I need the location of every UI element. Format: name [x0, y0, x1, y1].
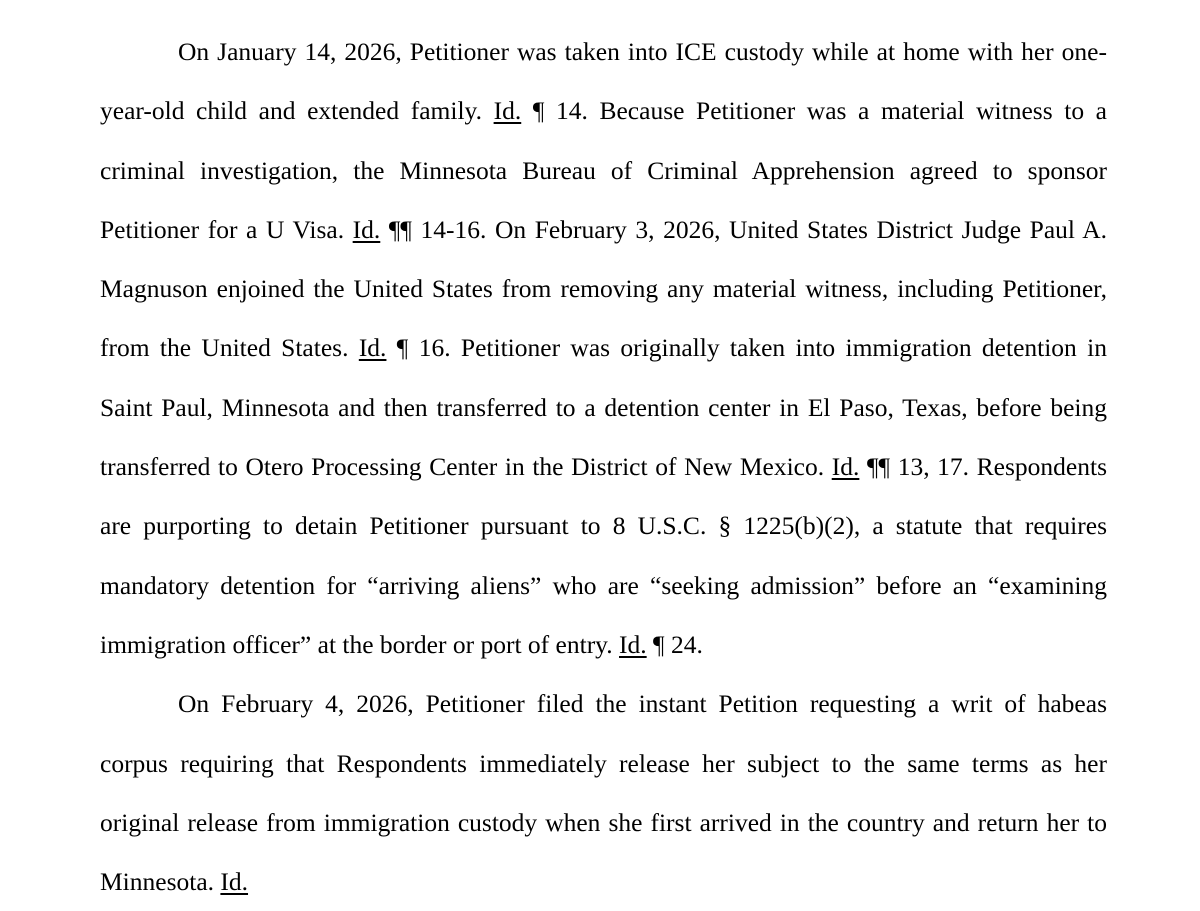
text-segment: ¶¶ 13, 17. Respondents are purporting to detain Petitioner pursuant to 8 U.S.C. § 1225(b)(2), a statute that requires mandatory detention for “arriving aliens” who are “seeking admission” before an “examining immigration officer” at the border or port of entry.: [100, 452, 1108, 659]
paragraph-2: [100, 674, 1107, 911]
id-citation: Id.: [619, 629, 647, 659]
id-citation: Id.: [220, 867, 249, 897]
id-citation: Id.: [493, 96, 522, 126]
text-segment: On January 14, 2026, Petitioner was taken into ICE custody while at home with her one-year-old child and extended family.: [100, 37, 1107, 126]
id-citation: Id.: [831, 452, 860, 482]
text-segment: On February 4, 2026, Petitioner filed the instant Petition requesting a writ of habeas corpus requiring that Respondents immediately release her subject to the same terms as her original release from immigration custody when she first arrived in the country and return her to Minnesota.: [100, 689, 1107, 897]
document-body: [100, 22, 1107, 911]
paragraph-1: [100, 22, 1107, 674]
id-citation: Id.: [352, 214, 381, 244]
text-segment: ¶¶ 14-16. On February 3, 2026, United States District Judge Paul A. Magnuson enjoined the United States from removing any material witness, including Petitioner, from the United States.: [100, 214, 1107, 363]
text-segment: ¶ 16. Petitioner was originally taken into immigration detention in Saint Paul, Minnesota and then transferred to a detention center in El Paso, Texas, before being transferred to Otero Processing Center in the District of New Mexico.: [100, 333, 1107, 482]
id-citation: Id.: [358, 333, 387, 363]
text-segment: ¶ 14. Because Petitioner was a material witness to a criminal investigation, the Minnesota Bureau of Criminal Apprehension agreed to sponsor Petitioner for a U Visa.: [100, 96, 1107, 244]
text-segment: ¶ 24.: [646, 629, 703, 659]
